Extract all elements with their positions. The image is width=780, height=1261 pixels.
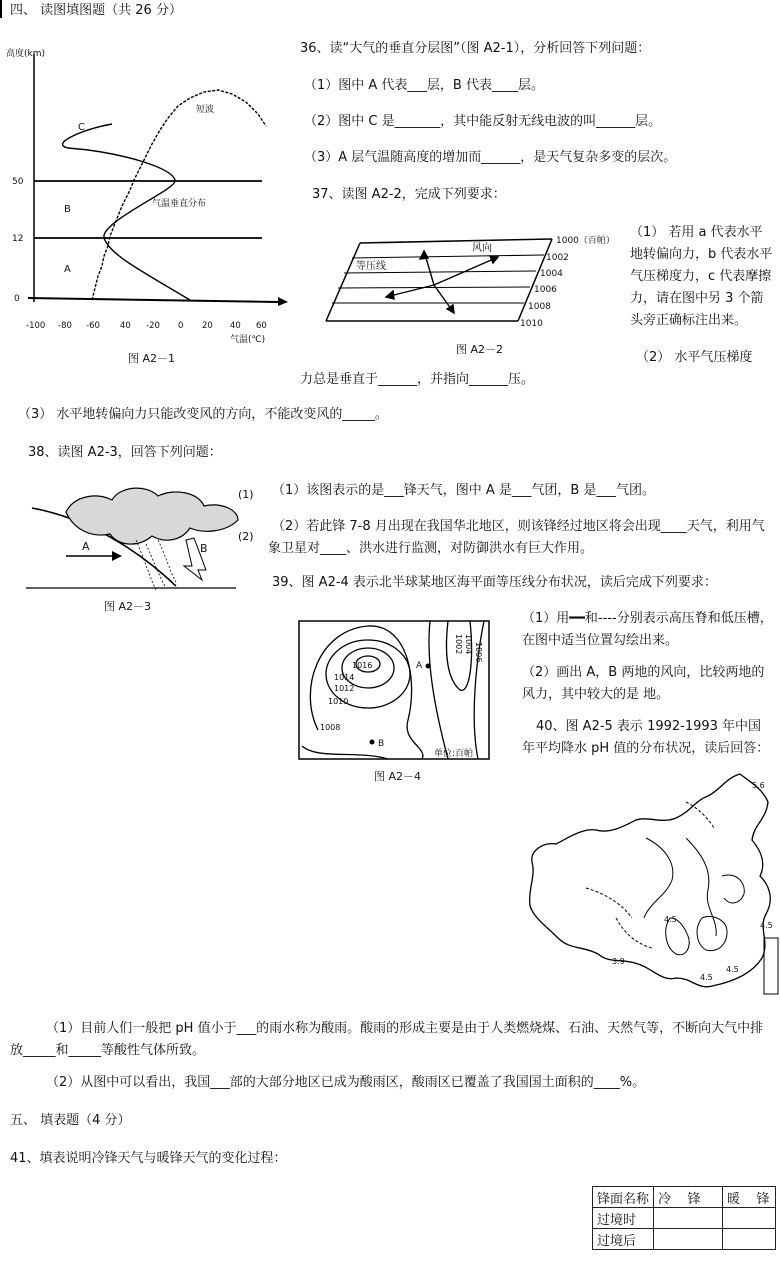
- front-weather-table: [592, 1186, 776, 1250]
- fig4-unit: 单位:百帕: [434, 749, 474, 759]
- q38-prompt: 38、读图 A2-3，回答下列问题：: [28, 445, 222, 460]
- table-row: [593, 1229, 776, 1250]
- section-4-title: 四、 读图填图题（共 26 分）: [10, 3, 182, 18]
- fig1-label-a: A: [64, 264, 71, 275]
- fig2-level-1002: 1002: [546, 253, 569, 263]
- q36-part2: （2）图中 C 是_______，其中能反射无线电波的叫______层。: [304, 114, 662, 129]
- fig3-cloud: [66, 488, 238, 544]
- fig5-value-3-9: 3.9: [612, 957, 625, 966]
- table-row: [593, 1208, 776, 1229]
- table-header-cell: 锋面名称: [593, 1187, 654, 1208]
- fig2-wind-label: 风向: [472, 243, 492, 254]
- fig1-xlabel: 气温(℃): [230, 335, 266, 345]
- q36-part3: （3）A 层气温随高度的增加而______，是天气复杂多变的层次。: [304, 150, 677, 165]
- q40-part1: （1）目前人们一般把 pH 值小于___的雨水称为酸雨。酸雨的形成主要是由于人类燃烧煤、石油、天然气等，不断向大气中排放_____和_____等酸性气体所致。: [10, 1021, 764, 1058]
- fig4-label-1012: 1012: [334, 684, 355, 693]
- q39-prompt: 39、图 A2-4 表示北半球某地区海平面等压线分布状况，读后完成下列要求：: [272, 575, 717, 590]
- fig1-temperature-curve: [63, 124, 190, 300]
- fig1-xtick: 40: [120, 321, 131, 331]
- q37-prompt: 37、读图 A2-2，完成下列要求：: [312, 187, 506, 202]
- fig4-point-b: [370, 740, 375, 745]
- figure-a2-1: [0, 40, 290, 370]
- figure-a2-5-map: [526, 768, 780, 1000]
- fig2-level-1006: 1006: [534, 285, 557, 295]
- fig1-ylabel: 高度(km): [6, 49, 46, 59]
- fig1-ytick-12: 12: [12, 234, 24, 244]
- q40-part2: （2）从图中可以看出，我国___部的大部分地区已成为酸雨区，酸雨区已覆盖了我国国土面积的____%。: [46, 1075, 646, 1090]
- fig2-level-1010: 1010: [520, 319, 543, 329]
- fig3-mark-2: (2): [238, 530, 254, 543]
- fig1-xtick: -20: [146, 321, 160, 331]
- fig2-caption: 图 A2－2: [456, 343, 504, 356]
- table-blank-cell[interactable]: [723, 1229, 776, 1250]
- table-header-row: [593, 1187, 776, 1208]
- fig3-caption: 图 A2－3: [104, 600, 152, 613]
- table-header-cell: 冷 锋: [654, 1187, 723, 1208]
- q37-part1: （1） 若用 a 代表水平地转偏向力，b 代表水平气压梯度力，c 代表摩擦力，请在图中另 3 个箭头旁正确标注出来。: [630, 225, 773, 328]
- fig1-xtick: -60: [86, 321, 100, 331]
- fig5-value-4-5-c: 4.5: [700, 973, 713, 982]
- table-blank-cell[interactable]: [723, 1208, 776, 1229]
- fig2-arrows: [386, 251, 498, 313]
- fig4-label-1010: 1010: [328, 697, 349, 706]
- fig3-mark-1: (1): [238, 488, 254, 501]
- figure-a2-3: [26, 478, 266, 618]
- fig5-value-4-5-a: 4.5: [664, 915, 677, 924]
- figure-a2-2: [320, 225, 620, 365]
- fig1-xtick: 0: [178, 321, 184, 331]
- fig4-label-1002: 1002: [454, 634, 463, 655]
- fig4-label-1008: 1008: [320, 723, 341, 732]
- fig5-china-outline: [530, 774, 771, 987]
- fig3-label-a: A: [82, 540, 90, 553]
- fig4-caption: 图 A2－4: [374, 770, 422, 783]
- q41-prompt: 41、填表说明冷锋天气与暖锋天气的变化过程：: [10, 1151, 287, 1166]
- q39-part1: （1）用━━和----分别表示高压脊和低压槽，在图中适当位置勾绘出来。: [522, 611, 773, 648]
- fig1-ytick-0: 0: [14, 294, 20, 304]
- fig1-x-arrow: [278, 297, 288, 306]
- q37-part2b: 力总是垂直于______，并指向______压。: [300, 372, 535, 387]
- fig1-xtick: 60: [256, 321, 267, 331]
- fig4-label-1004: 1004: [464, 634, 473, 655]
- q37-part3: （3） 水平地转偏向力只能改变风的方向，不能改变风的_____。: [18, 407, 388, 422]
- section-5-title: 五、 填表题（4 分）: [10, 1113, 131, 1128]
- q36-part1: （1）图中 A 代表___层，B 代表____层。: [304, 78, 544, 93]
- q38-part2: （2）若此锋 7-8 月出现在我国华北地区，则该锋经过地区将会出现____天气，利用气象卫星对____、洪水进行监测，对防御洪水有巨大作用。: [268, 519, 765, 556]
- fig2-level-1000: 1000（百帕）: [556, 236, 615, 246]
- q36-prompt: 36、读“大气的垂直分层图”（图 A2-1），分析回答下列问题：: [300, 41, 651, 56]
- figure-a2-4: [298, 620, 498, 785]
- fig5-value-4-5-b: 4.5: [760, 921, 773, 930]
- q38-part1: （1）该图表示的是___锋天气，图中 A 是___气团，B 是___气团。: [272, 483, 655, 498]
- fig4-label-1014: 1014: [334, 673, 355, 682]
- fig1-ytick-50: 50: [12, 177, 24, 187]
- fig1-label-b: B: [64, 204, 71, 215]
- q37-part2a: （2） 水平气压梯度: [636, 350, 753, 365]
- fig4-point-a: [426, 664, 431, 669]
- fig2-level-1004: 1004: [540, 269, 563, 279]
- fig1-x-axis: [28, 298, 278, 302]
- fig1-xtick: 40: [230, 321, 241, 331]
- fig5-value-5-6: 5.6: [752, 781, 765, 790]
- fig1-label-c: C: [78, 122, 85, 133]
- fig4-point-b-label: B: [378, 739, 385, 749]
- fig4-label-1016: 1016: [352, 661, 373, 670]
- table-header-cell: 暖 锋: [723, 1187, 776, 1208]
- table-row-label: 过境时: [593, 1208, 654, 1229]
- fig5-value-4-5-d: 4.5: [726, 965, 739, 974]
- table-blank-cell[interactable]: [654, 1229, 723, 1250]
- fig2-level-1008: 1008: [528, 302, 551, 312]
- q40-prompt: 40、图 A2-5 表示 1992-1993 年中国年平均降水 pH 值的分布状况，读后回答：: [522, 719, 770, 756]
- fig3-label-b: B: [200, 542, 208, 555]
- fig1-caption: 图 A2－1: [128, 352, 176, 365]
- table-blank-cell[interactable]: [654, 1208, 723, 1229]
- fig1-shortwave-label: 短波: [196, 105, 215, 115]
- fig2-isobar-label: 等压线: [356, 261, 386, 272]
- fig4-label-1006: 1006: [474, 642, 483, 663]
- fig1-xtick: -100: [26, 321, 46, 331]
- fig4-point-a-label: A: [416, 661, 423, 671]
- fig1-temp-label: 气温垂直分布: [152, 199, 207, 209]
- fig1-xtick: 20: [202, 321, 213, 331]
- q39-part2: （2）画出 A，B 两地的风向，比较两地的风力，其中较大的是 地。: [522, 665, 765, 702]
- fig1-shortwave-curve: [92, 90, 266, 300]
- table-row-label: 过境后: [593, 1229, 654, 1250]
- fig1-xtick: -80: [58, 321, 72, 331]
- margin-marker: [0, 0, 6, 18]
- fig1-x-ticks: [26, 321, 267, 331]
